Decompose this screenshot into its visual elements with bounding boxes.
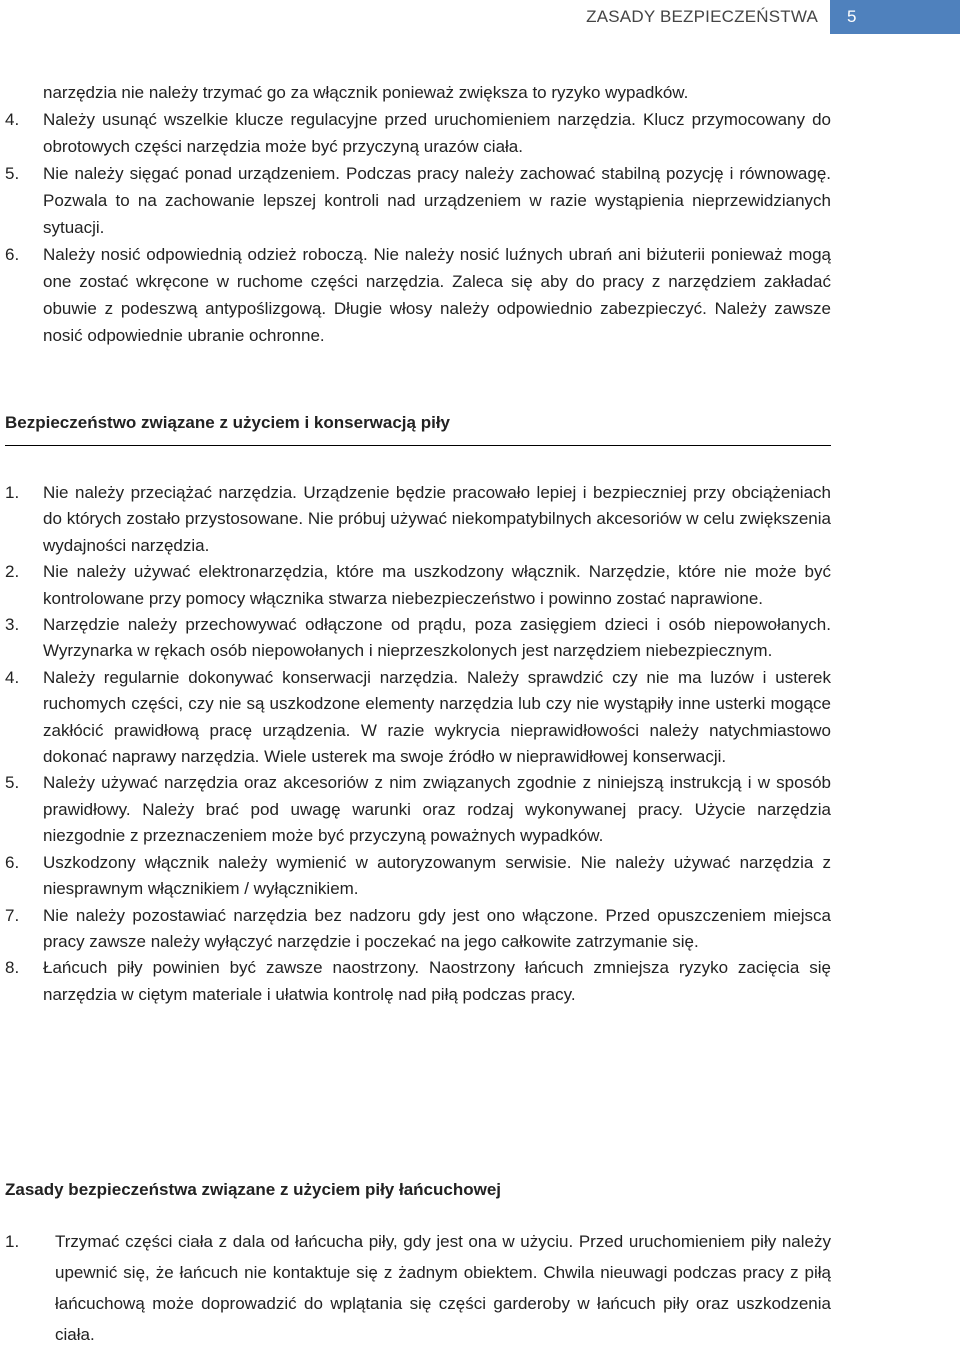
list-item [5, 1226, 831, 1350]
item-number: 6. [5, 852, 20, 872]
list-item [5, 770, 831, 849]
intro-continuation: narzędzia nie należy trzymać go za włącznik ponieważ zwiększa to ryzyko wypadków. [43, 83, 689, 102]
header-title: ZASADY BEZPIECZEŃSTWA [586, 7, 818, 26]
item-number: 2. [5, 562, 20, 582]
item-text: Trzymać części ciała z dala od łańcucha piły, gdy jest ona w użyciu. Przed uruchomieniem piły należy upewnić się, że łańcuch nie kontaktuje się z żadnym obiektem. Chwila nieuwagi podczas pracy z piłą łańcuchową może doprowadzić do wplątania się części garderoby w łańcuch piły oraz uszkodzenia ciała. [55, 1232, 831, 1344]
item-text: Łańcuch piły powinien być zawsze naostrzony. Naostrzony łańcuch zmniejsza ryzyko zacięcia się narzędzia w ciętym materiale i ułatwia kontrolę nad piłą podczas pracy. [43, 958, 831, 1004]
item-text: Nie należy przeciążać narzędzia. Urządzenie będzie pracowało lepiej i bezpieczniej przy obciążeniach do których zostało przystosowane. Nie próbuj używać niekompatybilnych akcesoriów w celu zwiększenia wydajności narzędzia. [43, 483, 831, 555]
item-number: 4. [5, 110, 20, 129]
item-number: 6. [5, 245, 20, 264]
list-item [5, 612, 831, 665]
item-number: 8. [5, 958, 20, 978]
item-number: 1. [5, 1232, 20, 1251]
list-item [5, 480, 831, 559]
item-number: 5. [5, 164, 20, 183]
item-number: 3. [5, 615, 20, 635]
list-item [5, 559, 831, 612]
list-item [5, 241, 831, 349]
intro-list [5, 79, 831, 349]
item-text: Uszkodzony włącznik należy wymienić w autoryzowanym serwisie. Nie należy używać narzędzia z niesprawnym włącznikiem / wyłącznikiem. [43, 852, 831, 899]
section-heading-chainsaw: Zasady bezpieczeństwa związane z użyciem piły łańcuchowej [5, 1180, 502, 1199]
item-text: Należy używać narzędzia oraz akcesoriów z nim związanych zgodnie z niniejszą instrukcją i w sposób prawidłowy. Należy brać pod uwagę warunki oraz rodzaj wykonywanej pracy. Użycie narzędzia niezgodnie z przeznaczeniem może być przyczyną poważnych wypadków. [43, 773, 831, 846]
list-item [5, 955, 831, 1008]
list-item [5, 160, 831, 241]
item-text: Nie należy używać elektronarzędzia, które ma uszkodzony włącznik. Narzędzie, które nie może być kontrolowane przy pomocy włącznika stwarza niebezpieczeństwo i powinno zostać naprawione. [43, 562, 831, 608]
item-number: 5. [5, 773, 20, 793]
item-number: 4. [5, 667, 20, 687]
list-item [5, 665, 831, 771]
saw-safety-list [5, 480, 831, 1008]
item-number: 1. [5, 483, 20, 502]
page-number: 5 [830, 0, 960, 34]
section-heading-saw: Bezpieczeństwo związane z użyciem i konserwacją piły [5, 411, 831, 446]
item-text: Narzędzie należy przechowywać odłączone od prądu, poza zasięgiem dzieci i osób niepowołanych. Wyrzynarka w rękach osób niepowołanych i nieprzeszkolonych jest narzędziem niebezpiecznym. [43, 615, 831, 661]
page-header [586, 0, 960, 34]
chainsaw-safety-list [5, 1226, 831, 1350]
list-item [5, 903, 831, 956]
item-text: Nie należy sięgać ponad urządzeniem. Podczas pracy należy zachować stabilną pozycję i równowagę. Pozwala to na zachowanie lepszej kontroli nad urządzeniem w razie wystąpienia nieprzewidzianych sytuacji. [43, 164, 831, 237]
item-text: Nie należy pozostawiać narzędzia bez nadzoru gdy jest ono włączone. Przed opuszczeniem miejsca pracy zawsze należy wyłączyć narzędzie i poczekać na jego całkowite zatrzymanie się. [43, 905, 831, 951]
list-item [5, 106, 831, 160]
item-number: 7. [5, 905, 20, 925]
list-item [5, 850, 831, 903]
item-text: Należy usunąć wszelkie klucze regulacyjne przed uruchomieniem narzędzia. Klucz przymocowany do obrotowych części narzędzia może być przyczyną urazów ciała. [43, 110, 831, 156]
item-text: Należy regularnie dokonywać konserwacji narzędzia. Należy sprawdzić czy nie ma luzów i usterek ruchomych części, czy nie są uszkodzone elementy narzędzia lub czy nie wystąpiły inne usterki mogące zakłócić prawidłową pracę urządzenia. W razie wykrycia nieprawidłowości należy natychmiastowo dokonać naprawy narzędzia. Wiele usterek ma swoje źródło w nieprawidłowej konserwacji. [43, 667, 831, 767]
item-text: Należy nosić odpowiednią odzież roboczą. Nie należy nosić luźnych ubrań ani biżuterii ponieważ mogą one zostać wkręcone w ruchome części narzędzia. Zaleca się aby do pracy z narzędziem zakładać obuwie z podeszwą antypoślizgową. Długie włosy należy odpowiednio zabezpieczyć. Należy zawsze nosić odpowiednie ubranie ochronne. [43, 245, 831, 345]
